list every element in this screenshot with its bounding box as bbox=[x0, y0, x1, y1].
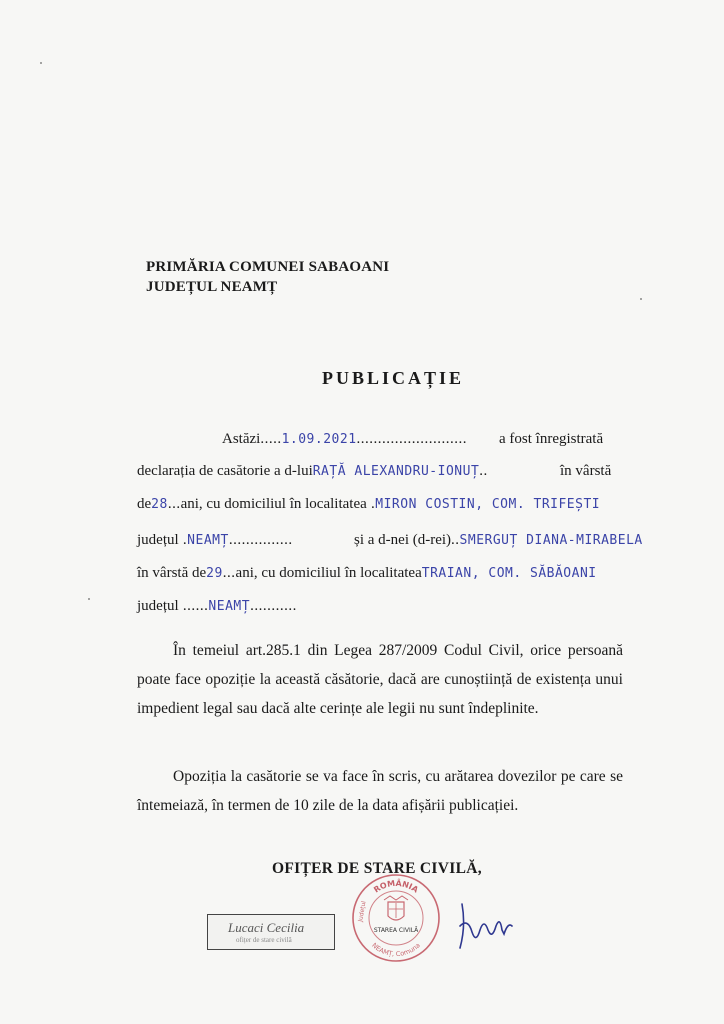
judetul-label-2: județul bbox=[137, 598, 179, 614]
groom-county: NEAMȚ bbox=[187, 533, 229, 548]
declaratia-label: declarația de casătorie a d-lui bbox=[137, 463, 313, 479]
officer-role: ofițer de stare civilă bbox=[236, 936, 292, 944]
document-title: PUBLICAȚIE bbox=[322, 368, 465, 388]
bride-name: SMERGUȚ DIANA-MIRABELA bbox=[459, 533, 643, 548]
registered-text: a fost înregistrată bbox=[499, 431, 604, 447]
name-stamp bbox=[207, 914, 335, 950]
officer-signature bbox=[452, 896, 532, 956]
seal-top-text: ROMÂNIA bbox=[372, 878, 420, 895]
coat-of-arms-icon bbox=[384, 896, 408, 920]
scan-speck bbox=[40, 62, 42, 64]
seal-left-text: Județul bbox=[357, 900, 368, 923]
form-line-groom-county: județul .NEAMȚ............... bbox=[137, 532, 293, 548]
form-line-groom-locality: de28...ani, cu domiciliul în localitatea .MIRON COSTIN, COM. TRIFEȘTI bbox=[137, 496, 601, 512]
bride-locality: TRAIAN, COM. SĂBĂOANI bbox=[421, 566, 597, 581]
groom-name: RAȚĂ ALEXANDRU-IONUȚ bbox=[312, 464, 480, 479]
form-line-groom: declarația de casătorie a d-luiRAȚĂ ALEXANDRU-IONUȚ.. bbox=[137, 463, 488, 479]
bride-county: NEAMȚ bbox=[208, 599, 251, 614]
groom-age: 28 bbox=[151, 497, 168, 512]
bride-age: 29 bbox=[206, 566, 223, 581]
opposition-paragraph: Opoziția la casătorie se va face în scris, cu arătarea dovezilor pe care se întemeiază, în termen de 10 zile de la data afișării publicației. bbox=[137, 768, 623, 814]
ani-domiciliu-label: ani, cu domiciliul în localitatea bbox=[180, 496, 367, 512]
officer-title: OFIȚER DE STARE CIVILĂ, bbox=[272, 860, 482, 877]
scan-speck bbox=[88, 598, 90, 600]
form-line-bride: și a d-nei (d-rei)..SMERGUȚ DIANA-MIRABELA bbox=[354, 532, 643, 548]
in-varsta-label: în vârstă bbox=[560, 463, 612, 479]
judetul-label: județul bbox=[137, 532, 179, 548]
legal-paragraph: În temeiul art.285.1 din Legea 287/2009 Codul Civil, orice persoană poate face opoziție la această căsătorie, dacă are cunoștiință de existența unui impedient legal sau dacă alte cerințe ale legii nu sunt îndeplinite. bbox=[137, 642, 623, 717]
svg-text:ROMÂNIA bbox=[372, 877, 420, 895]
officer-name: Lucaci Cecilia bbox=[228, 920, 305, 935]
groom-locality: MIRON COSTIN, COM. TRIFEȘTI bbox=[375, 497, 601, 512]
in-varsta-de-label: în vârstă de bbox=[137, 565, 207, 581]
svg-text:NEAMȚ, Comuna bbox=[370, 941, 422, 958]
form-line-bride-county: județul ......NEAMȚ........... bbox=[137, 598, 297, 614]
official-seal bbox=[350, 872, 442, 964]
registration-date: 1.09.2021 bbox=[281, 432, 357, 447]
ani-domiciliu-label-2: ani, cu domiciliul în localitatea bbox=[235, 565, 422, 581]
county-name: JUDEȚUL NEAMȚ bbox=[146, 279, 278, 295]
form-line-date: Astăzi.....1.09.2021.......................... bbox=[222, 431, 468, 447]
de-label: de bbox=[137, 496, 152, 512]
scan-speck bbox=[640, 298, 642, 300]
si-dnei-label: și a d-nei (d-rei) bbox=[354, 532, 452, 548]
astazi-label: Astăzi bbox=[222, 431, 261, 447]
seal-bottom-text: NEAMȚ, Comuna bbox=[370, 941, 422, 959]
institution-name: PRIMĂRIA COMUNEI SABAOANI bbox=[146, 259, 390, 275]
form-line-bride-locality: în vârstă de29...ani, cu domiciliul în localitateaTRAIAN, COM. SĂBĂOANI bbox=[137, 565, 597, 581]
seal-center-text: STAREA CIVILĂ bbox=[373, 927, 419, 934]
document-header bbox=[146, 257, 389, 297]
